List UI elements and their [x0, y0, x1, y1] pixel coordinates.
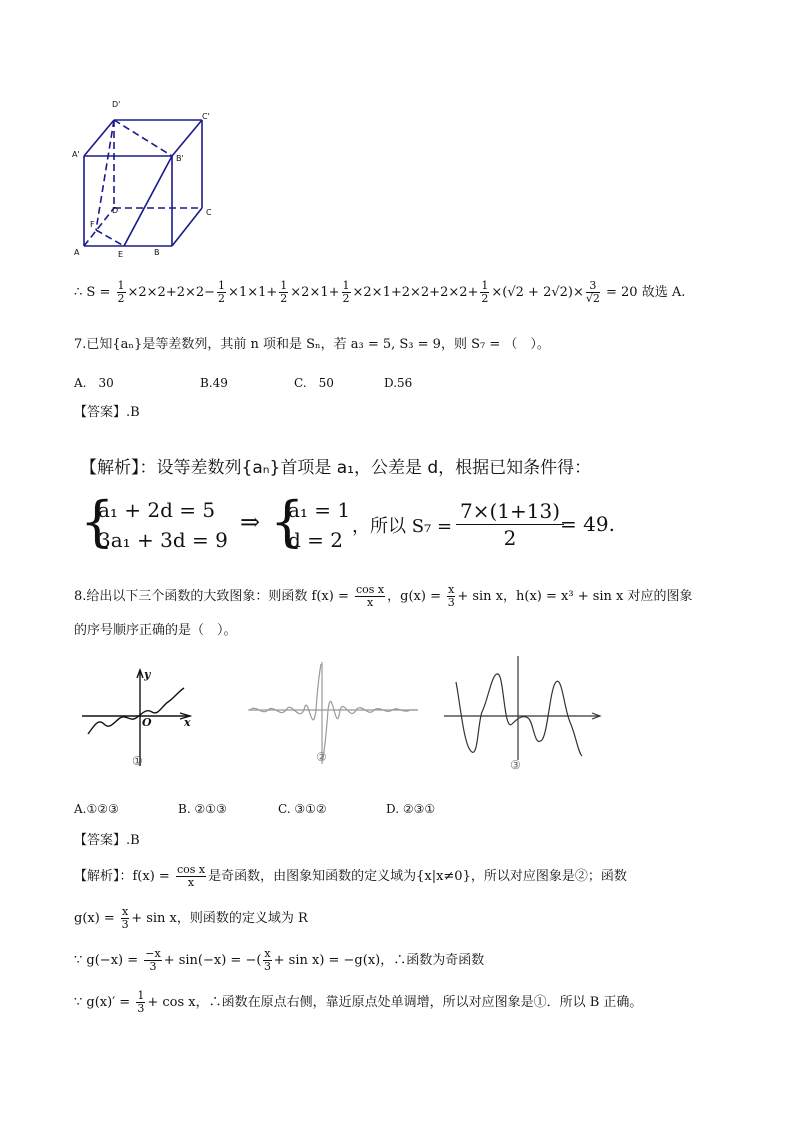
s-result: = 20 故选 A. — [606, 285, 686, 300]
fraction-half: $\frac{1}{2}$ — [481, 279, 489, 305]
q8-question-line2: 的序号顺序正确的是（ ）。 — [74, 623, 237, 638]
q7-question: 7.已知{aₙ}是等差数列，其前 n 项和是 Sₙ，若 a₃ = 5, S₃ = 9，则 S₇ = （ ）。 — [74, 337, 550, 352]
fraction-half: $\frac{1}{2}$ — [218, 279, 226, 305]
q7-analysis-heading: 【解析】：设等差数列{aₙ}首项是 a₁，公差是 d，根据已知条件得： — [80, 458, 592, 478]
graph-1-y-label: y — [144, 668, 151, 681]
q8-option-d: D. ②③① — [386, 802, 436, 816]
fraction-neg-x-over-3: $\frac{-x}{3}$ — [145, 947, 161, 973]
graph-3 — [442, 652, 606, 776]
so-s7: ，所以 S₇ = — [352, 516, 453, 537]
result-row-1: a₁ = 1 — [288, 498, 351, 522]
cube-diagram — [70, 98, 230, 260]
s7-result: = 49. — [560, 512, 615, 536]
analysis-odd-tail: + sin x) = −g(x)，∴函数为奇函数 — [273, 953, 485, 968]
label-b1: B' — [176, 154, 184, 163]
label-a1: A' — [72, 150, 80, 159]
label-d1: D' — [112, 100, 121, 109]
label-a: A — [74, 248, 80, 257]
q7-option-c: C. 50 — [294, 376, 334, 390]
graph-2-plot — [246, 660, 422, 770]
graph-3-plot — [442, 652, 606, 776]
s7-denominator: 2 — [503, 526, 517, 550]
graph-3-label: ③ — [510, 758, 521, 772]
q8-answer: 【答案】.B — [74, 833, 140, 848]
term-2: ×1×1+ — [228, 285, 278, 300]
q7-option-d: D.56 — [384, 376, 413, 390]
q7-option-a: A. 30 — [74, 376, 114, 390]
fraction-x-over-3: $\frac{x}{3}$ — [264, 947, 272, 973]
s-lhs: S = — [86, 285, 111, 300]
left-brace-2: { — [270, 490, 305, 553]
left-brace: { — [80, 490, 115, 553]
label-e: E — [118, 250, 124, 259]
analysis-f-def: 【解析】：f(x) = — [74, 869, 170, 884]
graph-1 — [80, 666, 200, 776]
analysis-odd-head: ∵ g(−x) = — [74, 953, 139, 968]
label-f: F — [90, 220, 95, 229]
fraction-x-over-3: $\frac{x}{3}$ — [447, 583, 455, 609]
q8-option-b: B. ②①③ — [178, 802, 227, 816]
implies-arrow: ⇒ — [240, 508, 261, 536]
analysis-deriv-tail: + cos x，∴函数在原点右侧，靠近原点处单调增，所以对应图象是①．所以 B 正确。 — [147, 995, 643, 1010]
s7-fraction — [456, 498, 564, 551]
term-4: ×2×1+2×2+2×2+ — [352, 285, 479, 300]
q8-analysis-2 — [74, 906, 308, 931]
area-formula — [74, 280, 685, 305]
fraction-cosx-over-x: $\frac{\text{cos x}}{x}$ — [176, 863, 206, 889]
fraction-half: $\frac{1}{2}$ — [342, 279, 350, 305]
label-c1: C' — [202, 112, 210, 121]
q8-g-def: ，g(x) = — [387, 589, 441, 604]
q8-question-line1 — [74, 584, 693, 609]
label-d: D — [112, 206, 119, 215]
graph-1-x-label: x — [184, 716, 191, 729]
system-row-2: 3a₁ + 3d = 9 — [98, 528, 228, 552]
q8-option-c: C. ③①② — [278, 802, 327, 816]
fraction-half: $\frac{1}{2}$ — [117, 279, 125, 305]
term-1: ×2×2+2×2− — [127, 285, 216, 300]
analysis-odd-mid: + sin(−x) = −( — [163, 953, 262, 968]
fraction-three-over-root2: $\frac{3}{√2}$ — [585, 279, 600, 305]
q8-analysis-4 — [74, 990, 642, 1015]
q8-analysis-1 — [74, 864, 627, 889]
graph-1-origin: O — [142, 716, 152, 729]
q8-h-def: + sin x，h(x) = x³ + sin x 对应的图象 — [457, 589, 693, 604]
analysis-g-tail: + sin x，则函数的定义域为 R — [131, 911, 308, 926]
fraction-half: $\frac{1}{2}$ — [280, 279, 288, 305]
graph-2-label: ② — [316, 750, 327, 764]
s7-numerator: 7×(1+13) — [456, 498, 564, 525]
result-row-2: d = 2 — [288, 528, 343, 552]
q7-equation-system — [80, 490, 615, 556]
system-row-1: a₁ + 2d = 5 — [98, 498, 216, 522]
q8-options — [74, 800, 435, 818]
q8-option-a: A.①②③ — [74, 802, 119, 816]
fraction-x-over-3: $\frac{x}{3}$ — [121, 905, 129, 931]
label-c: C — [206, 208, 212, 217]
q7-answer: 【答案】.B — [74, 405, 140, 420]
term-5: ×(√2 + 2√2)× — [491, 285, 584, 300]
fraction-one-third: $\frac{1}{3}$ — [137, 989, 145, 1015]
q8-analysis-3 — [74, 948, 484, 973]
q7-options — [74, 374, 412, 392]
q7-option-b: B.49 — [200, 376, 228, 390]
term-3: ×2×1+ — [290, 285, 340, 300]
analysis-f-tail: 是奇函数，由图象知函数的定义域为{x|x≠0}，所以对应图象是②；函数 — [208, 869, 627, 884]
cube-figure — [70, 98, 230, 260]
analysis-deriv-head: ∵ g(x)′ = — [74, 995, 131, 1010]
therefore-symbol: ∴ — [74, 285, 83, 300]
fraction-cosx-over-x: $\frac{\text{cos x}}{x}$ — [356, 583, 385, 609]
q8-intro: 8.给出以下三个函数的大致图象：则函数 f(x) = — [74, 589, 349, 604]
graph-1-label: ① — [132, 754, 143, 768]
graph-2 — [246, 660, 422, 770]
label-b: B — [154, 248, 160, 257]
analysis-g-def: g(x) = — [74, 911, 115, 926]
